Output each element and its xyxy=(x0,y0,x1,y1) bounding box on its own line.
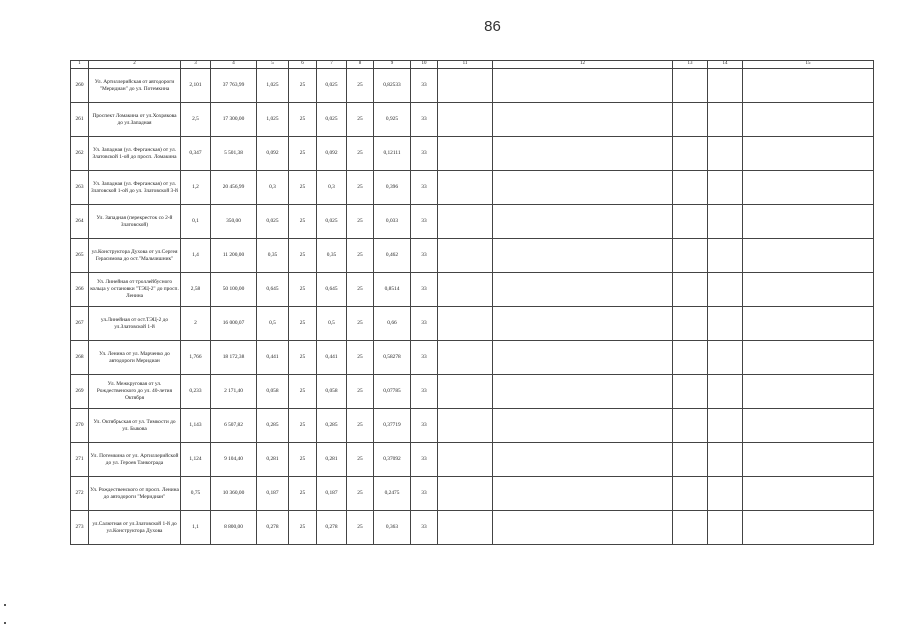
empty-cell xyxy=(743,477,874,511)
road-name-cell: ул.Конструктора Духова от ул.Сергея Герасимова до ост."Мальчишник" xyxy=(89,239,181,273)
value-cell: 0,35 xyxy=(257,239,289,273)
column-number-header: 15 xyxy=(743,61,874,69)
value-cell: 25 xyxy=(347,409,374,443)
value-cell: 0,5 xyxy=(257,307,289,341)
empty-cell xyxy=(708,341,743,375)
value-cell: 0,025 xyxy=(317,103,347,137)
empty-cell xyxy=(493,307,673,341)
value-cell: 25 xyxy=(289,137,317,171)
empty-cell xyxy=(673,205,708,239)
value-cell: 0,66 xyxy=(374,307,411,341)
value-cell: 0,187 xyxy=(257,477,289,511)
amount-cell: 350,00 xyxy=(211,205,257,239)
length-cell: 1,2 xyxy=(181,171,211,205)
value-cell: 25 xyxy=(289,171,317,205)
row-number-cell: 260 xyxy=(71,69,89,103)
value-cell: 33 xyxy=(411,477,438,511)
value-cell: 0,35 xyxy=(317,239,347,273)
value-cell: 25 xyxy=(289,477,317,511)
value-cell: 0,3 xyxy=(317,171,347,205)
value-cell: 33 xyxy=(411,341,438,375)
empty-cell xyxy=(438,375,493,409)
empty-cell xyxy=(438,69,493,103)
value-cell: 1,025 xyxy=(257,103,289,137)
road-name-cell: Проспект Ломакина от ул.Хохрякова до ул.Западная xyxy=(89,103,181,137)
value-cell: 0,8514 xyxy=(374,273,411,307)
empty-cell xyxy=(743,341,874,375)
column-number-header: 11 xyxy=(438,61,493,69)
page-number: 86 xyxy=(484,18,501,35)
value-cell: 25 xyxy=(347,69,374,103)
value-cell: 25 xyxy=(289,307,317,341)
value-cell: 25 xyxy=(347,511,374,545)
value-cell: 33 xyxy=(411,69,438,103)
empty-cell xyxy=(493,375,673,409)
empty-cell xyxy=(438,205,493,239)
empty-cell xyxy=(438,409,493,443)
value-cell: 0,5 xyxy=(317,307,347,341)
amount-cell: 6 507,82 xyxy=(211,409,257,443)
empty-cell xyxy=(493,239,673,273)
value-cell: 25 xyxy=(347,137,374,171)
empty-cell xyxy=(493,69,673,103)
length-cell: 2,58 xyxy=(181,273,211,307)
empty-cell xyxy=(708,171,743,205)
table-row xyxy=(71,137,874,171)
column-number-header: 13 xyxy=(673,61,708,69)
row-number-cell: 272 xyxy=(71,477,89,511)
empty-cell xyxy=(493,137,673,171)
value-cell: 25 xyxy=(289,443,317,477)
empty-cell xyxy=(743,205,874,239)
empty-cell xyxy=(438,307,493,341)
empty-cell xyxy=(743,511,874,545)
empty-cell xyxy=(438,443,493,477)
road-name-cell: ул.Салютная от ул.Златовской 1-й до ул.Конструктора Духова xyxy=(89,511,181,545)
empty-cell xyxy=(438,239,493,273)
empty-cell xyxy=(743,375,874,409)
table-row xyxy=(71,307,874,341)
road-name-cell: Ул. Рождественского от просп. Ленина до автодороги "Меридиан" xyxy=(89,477,181,511)
value-cell: 0,285 xyxy=(257,409,289,443)
value-cell: 33 xyxy=(411,409,438,443)
empty-cell xyxy=(673,341,708,375)
road-name-cell: Ул. Межкруговая от ул. Рождественского до ул. 40-летия Октября xyxy=(89,375,181,409)
empty-cell xyxy=(493,409,673,443)
empty-cell xyxy=(673,477,708,511)
empty-cell xyxy=(438,341,493,375)
empty-cell xyxy=(708,69,743,103)
table-row xyxy=(71,103,874,137)
scan-mark xyxy=(4,604,6,606)
empty-cell xyxy=(673,69,708,103)
row-number-cell: 265 xyxy=(71,239,89,273)
amount-cell: 20 456,99 xyxy=(211,171,257,205)
value-cell: 0,82533 xyxy=(374,69,411,103)
value-cell: 0,278 xyxy=(317,511,347,545)
length-cell: 2,101 xyxy=(181,69,211,103)
empty-cell xyxy=(438,171,493,205)
table-row xyxy=(71,511,874,545)
column-number-header: 7 xyxy=(317,61,347,69)
column-number-header: 10 xyxy=(411,61,438,69)
empty-cell xyxy=(743,137,874,171)
value-cell: 0,025 xyxy=(317,69,347,103)
empty-cell xyxy=(673,137,708,171)
value-cell: 33 xyxy=(411,239,438,273)
value-cell: 0,37719 xyxy=(374,409,411,443)
empty-cell xyxy=(708,137,743,171)
value-cell: 33 xyxy=(411,103,438,137)
table-row xyxy=(71,341,874,375)
value-cell: 0,3 xyxy=(257,171,289,205)
amount-cell: 2 171,40 xyxy=(211,375,257,409)
value-cell: 25 xyxy=(289,511,317,545)
value-cell: 0,37092 xyxy=(374,443,411,477)
empty-cell xyxy=(708,273,743,307)
amount-cell: 10 360,00 xyxy=(211,477,257,511)
empty-cell xyxy=(438,511,493,545)
value-cell: 0,058 xyxy=(317,375,347,409)
row-number-cell: 271 xyxy=(71,443,89,477)
value-cell: 33 xyxy=(411,205,438,239)
value-cell: 25 xyxy=(289,205,317,239)
value-cell: 0,2475 xyxy=(374,477,411,511)
amount-cell: 37 763,99 xyxy=(211,69,257,103)
empty-cell xyxy=(493,477,673,511)
value-cell: 25 xyxy=(289,341,317,375)
road-name-cell: Ул. Потемкина от ул. Артиллерийской до ул. Героев Танкограда xyxy=(89,443,181,477)
value-cell: 0,12111 xyxy=(374,137,411,171)
row-number-cell: 267 xyxy=(71,307,89,341)
empty-cell xyxy=(493,273,673,307)
value-cell: 25 xyxy=(289,69,317,103)
value-cell: 1,025 xyxy=(257,69,289,103)
length-cell: 0,347 xyxy=(181,137,211,171)
column-number-header: 4 xyxy=(211,61,257,69)
table-row xyxy=(71,69,874,103)
empty-cell xyxy=(673,511,708,545)
row-number-cell: 268 xyxy=(71,341,89,375)
scan-mark xyxy=(4,622,6,624)
value-cell: 25 xyxy=(289,239,317,273)
value-cell: 0,925 xyxy=(374,103,411,137)
column-number-header: 6 xyxy=(289,61,317,69)
value-cell: 0,285 xyxy=(317,409,347,443)
value-cell: 0,092 xyxy=(257,137,289,171)
value-cell: 25 xyxy=(347,239,374,273)
empty-cell xyxy=(708,409,743,443)
empty-cell xyxy=(743,273,874,307)
road-name-cell: ул.Линейная от ост.ТЭЦ-2 до ул.Златовской 1-й xyxy=(89,307,181,341)
empty-cell xyxy=(673,375,708,409)
value-cell: 25 xyxy=(347,341,374,375)
length-cell: 2,5 xyxy=(181,103,211,137)
value-cell: 25 xyxy=(289,103,317,137)
value-cell: 0,645 xyxy=(257,273,289,307)
amount-cell: 50 100,00 xyxy=(211,273,257,307)
column-number-header: 2 xyxy=(89,61,181,69)
empty-cell xyxy=(708,307,743,341)
value-cell: 0,363 xyxy=(374,511,411,545)
road-name-cell: Ул. Западная (ул. Ферганская) от ул. Златовской 1-ой до просп. Ломакина xyxy=(89,137,181,171)
value-cell: 0,645 xyxy=(317,273,347,307)
empty-cell xyxy=(493,103,673,137)
column-number-header: 5 xyxy=(257,61,289,69)
length-cell: 1,766 xyxy=(181,341,211,375)
table-row xyxy=(71,477,874,511)
row-number-cell: 261 xyxy=(71,103,89,137)
empty-cell xyxy=(438,103,493,137)
length-cell: 1,1 xyxy=(181,511,211,545)
value-cell: 0,092 xyxy=(317,137,347,171)
row-number-cell: 270 xyxy=(71,409,89,443)
empty-cell xyxy=(673,239,708,273)
value-cell: 25 xyxy=(347,443,374,477)
value-cell: 0,025 xyxy=(257,205,289,239)
empty-cell xyxy=(708,375,743,409)
table-row xyxy=(71,443,874,477)
empty-cell xyxy=(673,307,708,341)
value-cell: 0,441 xyxy=(257,341,289,375)
empty-cell xyxy=(743,103,874,137)
value-cell: 25 xyxy=(289,273,317,307)
value-cell: 0,281 xyxy=(317,443,347,477)
value-cell: 33 xyxy=(411,511,438,545)
road-name-cell: Ул. Линейная от троллейбусного кольца у остановки "ТЭЦ-2" до просп. Ленина xyxy=(89,273,181,307)
empty-cell xyxy=(438,477,493,511)
value-cell: 25 xyxy=(347,307,374,341)
table-row xyxy=(71,171,874,205)
table-row xyxy=(71,239,874,273)
empty-cell xyxy=(673,171,708,205)
empty-cell xyxy=(493,171,673,205)
value-cell: 33 xyxy=(411,273,438,307)
roads-register-table xyxy=(70,60,874,545)
road-name-cell: Ул. Артиллерийская от автодороги "Меридиан" до ул. Потемкина xyxy=(89,69,181,103)
value-cell: 33 xyxy=(411,137,438,171)
empty-cell xyxy=(493,511,673,545)
amount-cell: 5 501,38 xyxy=(211,137,257,171)
table-row xyxy=(71,205,874,239)
length-cell: 0,233 xyxy=(181,375,211,409)
empty-cell xyxy=(743,307,874,341)
empty-cell xyxy=(673,443,708,477)
empty-cell xyxy=(673,273,708,307)
value-cell: 0,187 xyxy=(317,477,347,511)
value-cell: 0,025 xyxy=(317,205,347,239)
empty-cell xyxy=(673,103,708,137)
column-number-header: 1 xyxy=(71,61,89,69)
amount-cell: 16 000,07 xyxy=(211,307,257,341)
length-cell: 1,4 xyxy=(181,239,211,273)
value-cell: 25 xyxy=(289,409,317,443)
amount-cell: 18 172,38 xyxy=(211,341,257,375)
empty-cell xyxy=(708,103,743,137)
empty-cell xyxy=(493,443,673,477)
value-cell: 0,278 xyxy=(257,511,289,545)
amount-cell: 11 200,00 xyxy=(211,239,257,273)
column-number-header: 12 xyxy=(493,61,673,69)
empty-cell xyxy=(673,409,708,443)
amount-cell: 17 300,00 xyxy=(211,103,257,137)
value-cell: 33 xyxy=(411,307,438,341)
amount-cell: 8 800,00 xyxy=(211,511,257,545)
value-cell: 33 xyxy=(411,375,438,409)
road-name-cell: Ул. Западная (ул. Ферганская) от ул. Златовской 1-ой до ул. Златовской 3-й xyxy=(89,171,181,205)
length-cell: 0,1 xyxy=(181,205,211,239)
empty-cell xyxy=(493,341,673,375)
row-number-cell: 263 xyxy=(71,171,89,205)
value-cell: 0,462 xyxy=(374,239,411,273)
empty-cell xyxy=(438,137,493,171)
value-cell: 25 xyxy=(347,375,374,409)
column-number-header: 3 xyxy=(181,61,211,69)
empty-cell xyxy=(493,205,673,239)
value-cell: 0,033 xyxy=(374,205,411,239)
value-cell: 0,058 xyxy=(257,375,289,409)
value-cell: 25 xyxy=(347,171,374,205)
empty-cell xyxy=(438,273,493,307)
column-number-header: 8 xyxy=(347,61,374,69)
table-row xyxy=(71,273,874,307)
empty-cell xyxy=(743,409,874,443)
value-cell: 25 xyxy=(347,477,374,511)
road-name-cell: Ул. Октябрьская от ул. Тимкости до ул. Быкова xyxy=(89,409,181,443)
empty-cell xyxy=(743,443,874,477)
value-cell: 33 xyxy=(411,443,438,477)
value-cell: 0,07785 xyxy=(374,375,411,409)
length-cell: 2 xyxy=(181,307,211,341)
value-cell: 33 xyxy=(411,171,438,205)
empty-cell xyxy=(708,443,743,477)
column-number-header: 9 xyxy=(374,61,411,69)
empty-cell xyxy=(708,239,743,273)
table-header-row xyxy=(71,61,874,69)
row-number-cell: 266 xyxy=(71,273,89,307)
table-row xyxy=(71,409,874,443)
road-name-cell: Ул. Западная (перекресток со 2-й Златовской) xyxy=(89,205,181,239)
value-cell: 0,281 xyxy=(257,443,289,477)
row-number-cell: 262 xyxy=(71,137,89,171)
value-cell: 25 xyxy=(347,103,374,137)
empty-cell xyxy=(743,171,874,205)
row-number-cell: 264 xyxy=(71,205,89,239)
road-name-cell: Ул. Ленина от ул. Марченко до автодороги Меридиан xyxy=(89,341,181,375)
empty-cell xyxy=(743,239,874,273)
empty-cell xyxy=(708,477,743,511)
length-cell: 1,124 xyxy=(181,443,211,477)
amount-cell: 9 104,40 xyxy=(211,443,257,477)
value-cell: 25 xyxy=(347,205,374,239)
length-cell: 1,143 xyxy=(181,409,211,443)
table-row xyxy=(71,375,874,409)
row-number-cell: 269 xyxy=(71,375,89,409)
row-number-cell: 273 xyxy=(71,511,89,545)
value-cell: 25 xyxy=(289,375,317,409)
empty-cell xyxy=(743,69,874,103)
column-number-header: 14 xyxy=(708,61,743,69)
empty-cell xyxy=(708,205,743,239)
value-cell: 0,58278 xyxy=(374,341,411,375)
empty-cell xyxy=(708,511,743,545)
value-cell: 25 xyxy=(347,273,374,307)
value-cell: 0,441 xyxy=(317,341,347,375)
length-cell: 0,75 xyxy=(181,477,211,511)
value-cell: 0,396 xyxy=(374,171,411,205)
